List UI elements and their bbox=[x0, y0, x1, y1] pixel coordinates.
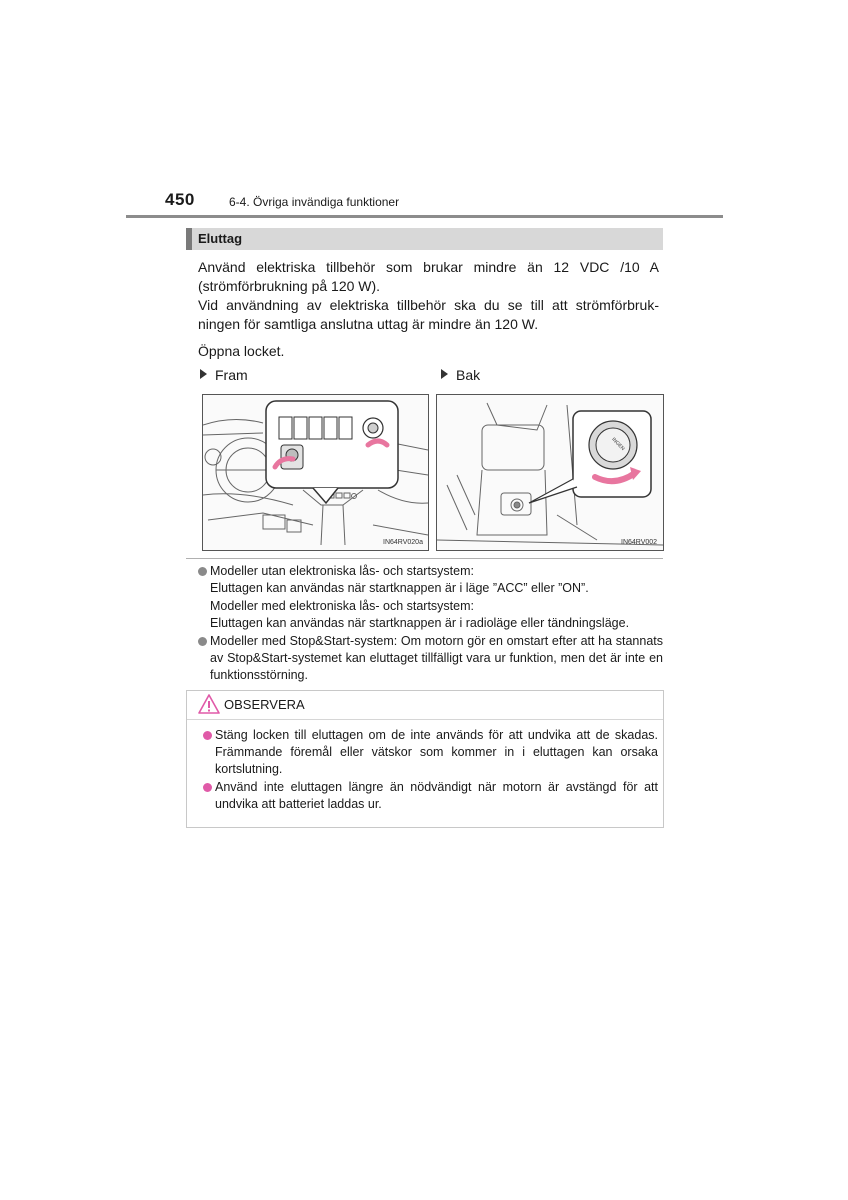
console-illustration bbox=[437, 395, 663, 550]
svg-text:INGEN: INGEN bbox=[610, 436, 626, 452]
paragraph-line: Använd elektriska tillbehör som brukar mindre än 12 VDC /10 A bbox=[198, 259, 659, 275]
note-text: Modeller med Stop&Start-system: Om motorn gör en omstart efter att ha stannats av Stop&Start-systemet kan eluttaget tillfälligt vara ur funktion, men det är inte en funktionsstörning. bbox=[210, 634, 663, 682]
front-outlet-illustration bbox=[202, 394, 429, 551]
bullet-icon bbox=[198, 637, 207, 646]
notice-text: Stäng locken till eluttagen om de inte används för att undvika att de skadas. Främmande föremål eller vätskor som kommer in i eluttagen kan orsaka kortslutning. bbox=[215, 728, 658, 776]
note-stop-start bbox=[198, 633, 663, 684]
warning-triangle-icon bbox=[198, 694, 220, 719]
note-line: Modeller utan elektroniska lås- och startsystem: bbox=[210, 564, 474, 578]
figure-label-text: Fram bbox=[215, 367, 248, 383]
triangle-bullet-icon bbox=[441, 369, 448, 379]
note-line: Eluttagen kan användas när startknappen är i radioläge eller tändningsläge. bbox=[210, 616, 630, 630]
header-rule bbox=[126, 215, 723, 218]
note-with-smart-key bbox=[210, 598, 675, 632]
paragraph-line: ningen för samtliga anslutna uttag är mindre än 120 W. bbox=[198, 316, 539, 332]
note-without-smart-key bbox=[198, 563, 663, 597]
figure-code: IN64RV002 bbox=[621, 539, 658, 546]
section-heading bbox=[186, 228, 663, 250]
notice-item bbox=[203, 727, 658, 778]
paragraph-usage bbox=[198, 258, 659, 296]
notes-divider bbox=[186, 558, 663, 559]
bullet-icon bbox=[198, 567, 207, 576]
section-accent bbox=[186, 228, 192, 250]
notice-box bbox=[186, 690, 664, 828]
figure-label-text: Bak bbox=[456, 367, 481, 383]
note-line: Eluttagen kan användas när startknappen är i läge ”ACC” eller ”ON”. bbox=[210, 581, 589, 595]
figure-label-front bbox=[200, 367, 248, 383]
note-line: Modeller med elektroniska lås- och startsystem: bbox=[210, 599, 474, 613]
figure-label-rear bbox=[441, 367, 480, 383]
figure-code: IN64RV020a bbox=[383, 539, 423, 546]
paragraph-line: Vid användning av elektriska tillbehör ska du se till att strömförbruk- bbox=[198, 297, 659, 313]
page-number: 450 bbox=[165, 190, 195, 209]
notice-header bbox=[187, 691, 663, 720]
dashboard-illustration bbox=[203, 395, 428, 550]
bullet-icon bbox=[203, 783, 212, 792]
rear-outlet-illustration bbox=[436, 394, 664, 551]
section-title: Eluttag bbox=[198, 231, 243, 246]
notice-text: Använd inte eluttagen längre än nödvändigt när motorn är avstängd för att undvika att batteriet laddas ur. bbox=[215, 780, 658, 811]
bullet-icon bbox=[203, 731, 212, 740]
notice-item bbox=[203, 779, 658, 813]
paragraph-line: (strömförbrukning på 120 W). bbox=[198, 278, 381, 294]
paragraph-total-load bbox=[198, 296, 659, 334]
triangle-bullet-icon bbox=[200, 369, 207, 379]
chapter-title: 6-4. Övriga invändiga funktioner bbox=[229, 195, 400, 209]
paragraph-open-lid: Öppna locket. bbox=[198, 343, 285, 359]
notice-label: OBSERVERA bbox=[224, 697, 305, 712]
